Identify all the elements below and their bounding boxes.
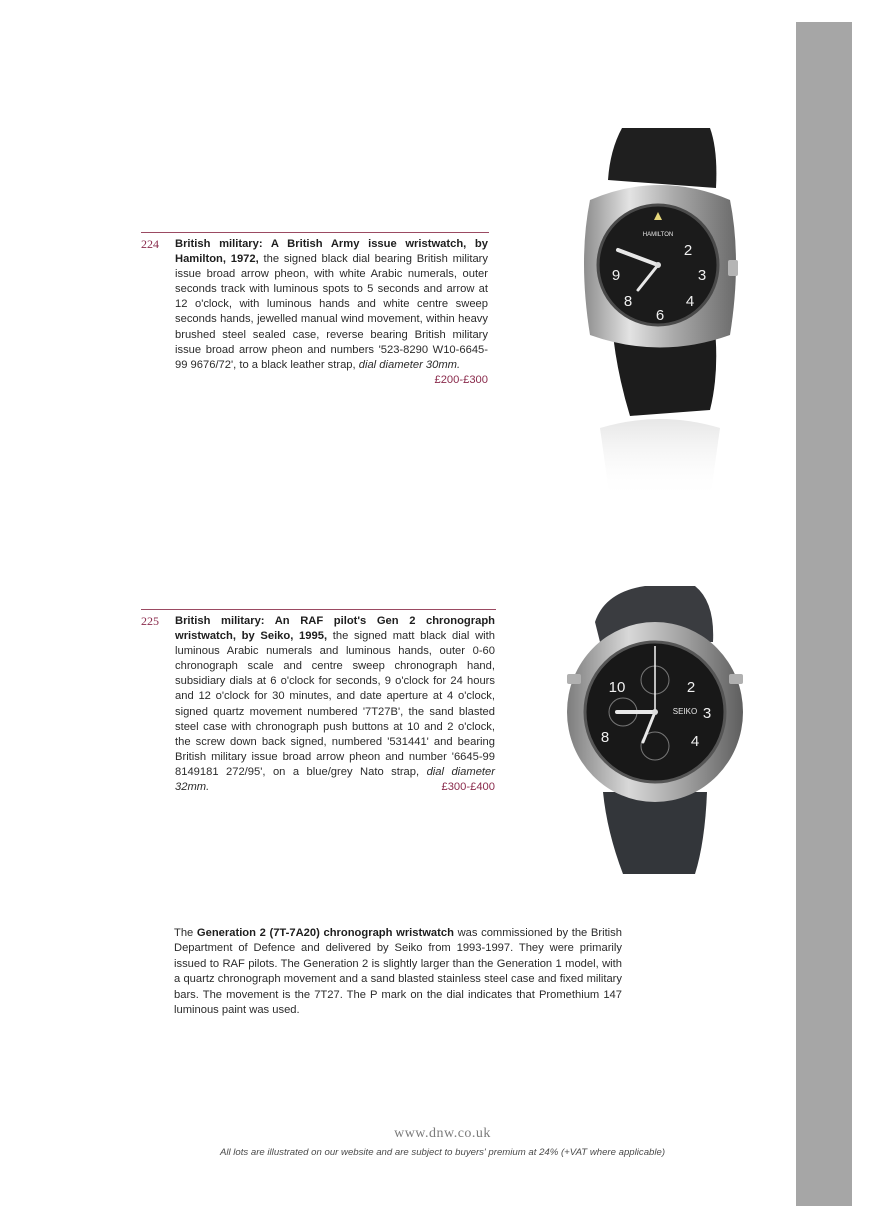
generation-2-note	[174, 926, 622, 1018]
svg-text:3: 3	[697, 267, 707, 284]
dial-brand: SEIKO	[672, 707, 698, 716]
lot-224-title: British military: A British Army issue wristwatch, by Hamilton, 1972,	[175, 238, 488, 266]
footer-url[interactable]: www.dnw.co.uk	[394, 1126, 491, 1141]
note-prefix: The	[174, 927, 197, 939]
lot-225-rule	[141, 609, 496, 610]
hamilton-watch-image	[560, 110, 750, 510]
svg-text:8: 8	[623, 293, 633, 310]
lot-225-title: British military: An RAF pilot's Gen 2 chronograph wristwatch, by Seiko, 1995,	[175, 615, 495, 643]
strap-top	[608, 128, 716, 188]
note-text: was commissioned by the British Department of Defence and delivered by Seiko from 1993-1997. They were primarily issued to RAF pilots. The Generation 2 is slightly larger than the Generation 1 model, with a quartz chronograph movement and a sand blasted stainless steel case and fixed military bars. The movement is the 7T27. The P mark on the dial indicates that Promethium 147 luminous paint was used.	[174, 927, 622, 1017]
lot-224-text	[175, 237, 488, 388]
svg-text:2: 2	[683, 242, 693, 259]
note-bold: Generation 2 (7T-7A20) chronograph wristwatch	[196, 927, 454, 939]
side-bar	[796, 22, 852, 1206]
lot-224-dimensions: dial diameter 30mm.	[358, 358, 461, 371]
nato-strap-bottom	[603, 792, 707, 874]
lot-224-estimate: £200-£300	[434, 373, 488, 386]
footer-note: All lots are illustrated on our website and are subject to buyers' premium at 24% (+VAT where applicable)	[219, 1147, 666, 1158]
svg-text:2: 2	[686, 679, 696, 696]
svg-text:4: 4	[690, 733, 700, 750]
svg-text:6: 6	[655, 307, 665, 324]
svg-text:8: 8	[600, 729, 610, 746]
lot-225-description: the signed matt black dial with luminous Arabic numerals and luminous hands, outer 0-60 chronograph scale and centre sweep chronograph hand, subsidiary dials at 6 o'clock for seconds, 9 o'clock for 24 hours and 12 o'clock for 30 minutes, and date aperture at 4 o'clock, signed quartz movement numbered '7T27B', the sand blasted steel case with chronograph push buttons at 10 and 2 o'clock, the screw down back signed, numbered '531441' and bearing British military issue broad arrow pheon and number '6645-99 8149181 272/95', on a blue/grey Nato strap,	[175, 630, 495, 778]
lot-224-description: the signed black dial bearing British military issue broad arrow pheon, with white Arabic numerals, outer seconds track with luminous spots to 5 seconds and arrow at 12 o'clock, with luminous hands and white centre sweep seconds hands, jewelled manual wind movement, within heavy brushed steel sealed case, reverse bearing British military issue broad arrow pheon and numbers '523-8290 W10-6645-99 9676/72', to a black leather strap,	[175, 253, 488, 371]
lot-225-text	[175, 614, 495, 795]
svg-text:3: 3	[702, 705, 712, 722]
seiko-watch-image	[555, 582, 755, 882]
lot-224-number: 224	[141, 237, 159, 251]
lot-225-estimate: £300-£400	[441, 781, 495, 794]
lot-225-dimensions: dial diameter 32mm.	[175, 765, 495, 794]
svg-text:9: 9	[611, 267, 621, 284]
svg-text:10: 10	[608, 679, 626, 696]
lot-224-rule	[141, 232, 489, 233]
svg-text:4: 4	[685, 293, 695, 310]
lot-225-number: 225	[141, 614, 159, 628]
dial-brand: HAMILTON	[642, 232, 674, 238]
